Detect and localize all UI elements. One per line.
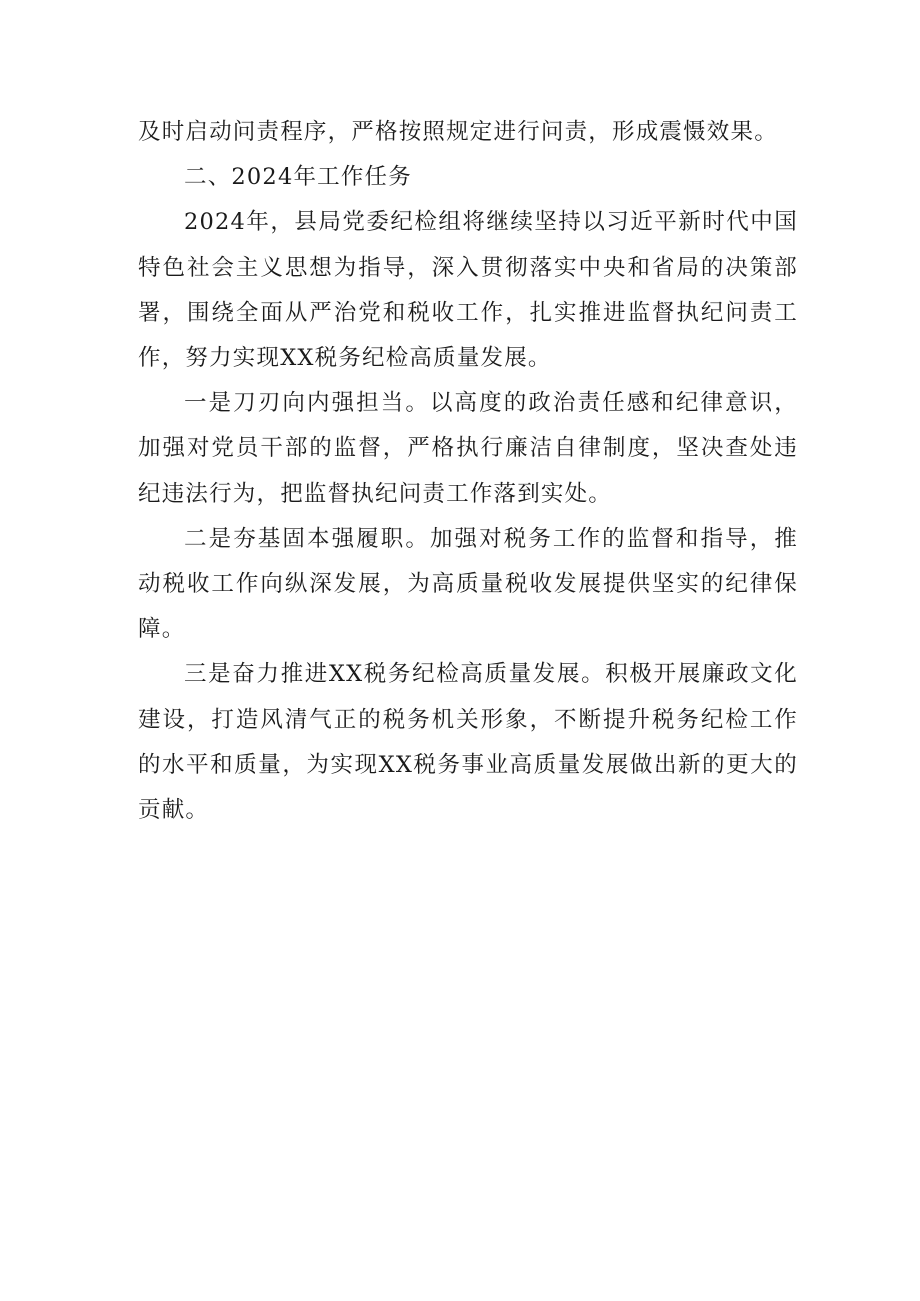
continuation-paragraph: 及时启动问责程序，严格按照规定进行问责，形成震慑效果。: [138, 119, 778, 145]
task-paragraph-3: 三是奋力推进XX税务纪检高质量发展。积极开展廉政文化建设，打造风清气正的税务机关形象，不断提升税务纪检工作的水平和质量，为实现XX税务事业高质量发展做出新的更大的贡献。: [138, 661, 798, 824]
task-paragraph-2: 二是夯基固本强履职。加强对税务工作的监督和指导，推动税收工作向纵深发展，为高质量税收发展提供坚实的纪律保障。: [138, 525, 798, 643]
document-body: [138, 110, 798, 833]
intro-paragraph: 2024年，县局党委纪检组将继续坚持以习近平新时代中国特色社会主义思想为指导，深入贯彻落实中央和省局的决策部署，围绕全面从严治党和税收工作，扎实推进监督执纪问责工作，努力实现XX税务纪检高质量发展。: [138, 209, 798, 372]
task-paragraph-1: 一是刀刃向内强担当。以高度的政治责任感和纪律意识，加强对党员干部的监督，严格执行廉洁自律制度，坚决查处违纪违法行为，把监督执纪问责工作落到实处。: [138, 390, 798, 507]
section-heading: 二、2024年工作任务: [184, 164, 412, 191]
